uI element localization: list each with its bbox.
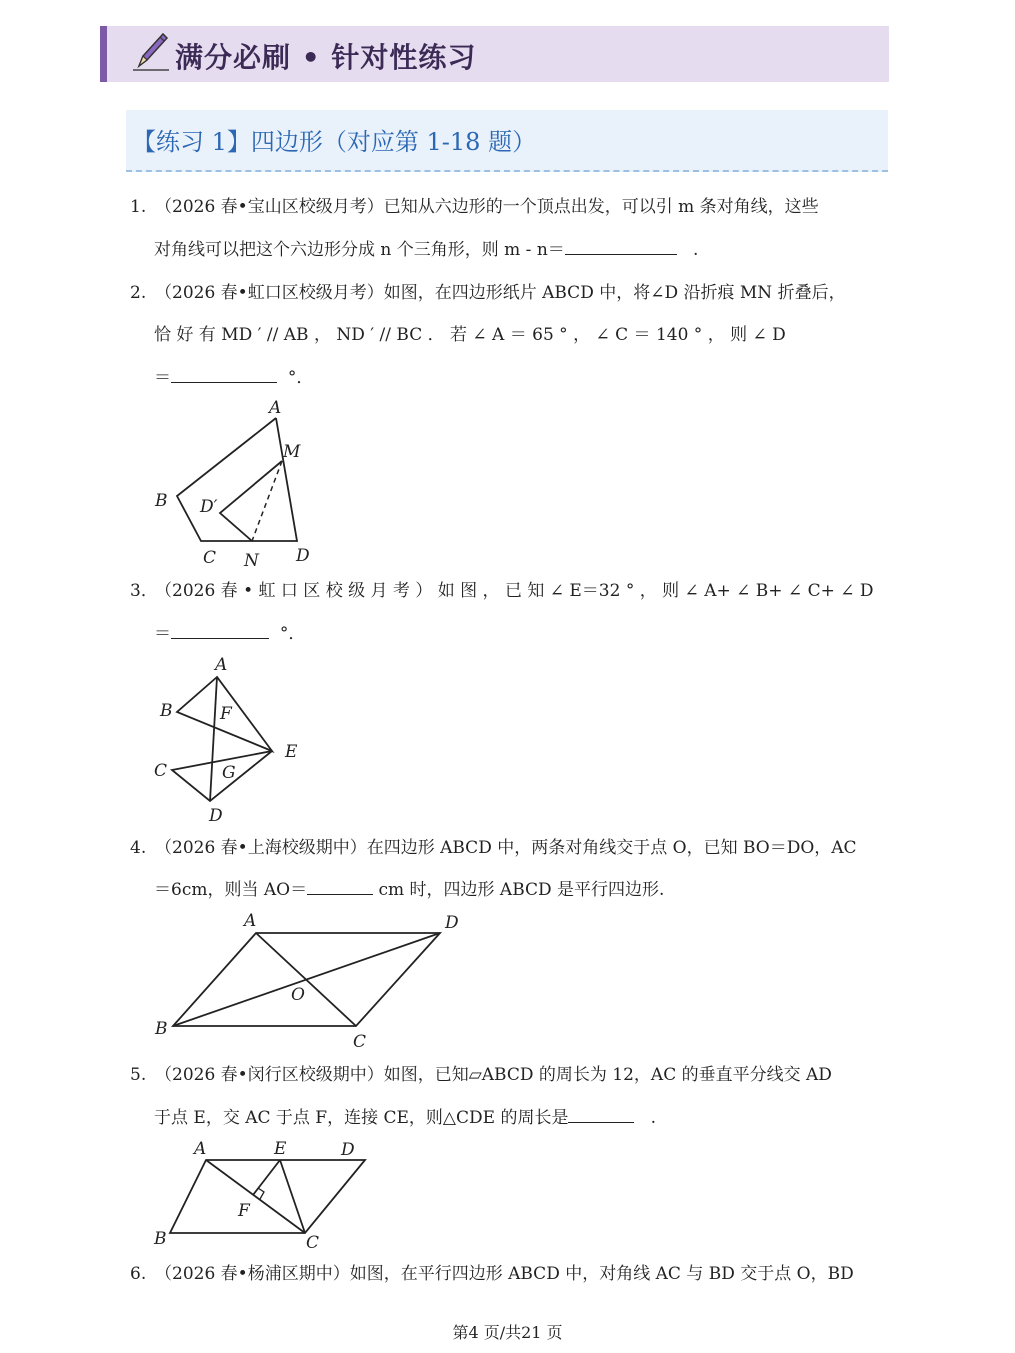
question-number: 5.: [130, 1065, 147, 1085]
label-N: N: [244, 551, 259, 571]
label-A: A: [244, 911, 257, 931]
label-E: E: [285, 742, 298, 762]
question-number: 1.: [130, 197, 147, 217]
figure-quadrilateral-fold: [150, 395, 340, 570]
question-number: 2.: [130, 283, 147, 303]
header-banner: [100, 26, 889, 82]
answer-blank[interactable]: [307, 876, 373, 895]
question-2-line-3: [154, 357, 313, 399]
pencil-icon: [131, 30, 171, 76]
question-text: 恰 好 有 MD ′ // AB ， ND ′ // BC ． 若 ∠ A ＝ 65 ° ， ∠ C ＝ 140 ° ， 则 ∠ D: [154, 325, 786, 345]
label-D-prime: D′: [200, 497, 218, 517]
figure-crossed-triangles: [150, 650, 310, 830]
question-number: 6.: [130, 1264, 147, 1284]
question-text: （2026 春•闵行区校级期中）如图，已知▱ABCD 的周长为 12，AC 的垂直平分线交 AD: [155, 1065, 832, 1085]
label-D: D: [209, 806, 223, 826]
label-B: B: [154, 1229, 167, 1249]
answer-blank[interactable]: [568, 1104, 634, 1123]
question-4-line-2: [154, 869, 664, 911]
label-A: A: [215, 655, 228, 675]
question-text: （2026 春•宝山区校级月考）已知从六边形的一个顶点出发，可以引 m 条对角线，这些: [155, 197, 819, 217]
question-text: 于点 E，交 AC 于点 F，连接 CE，则△CDE 的周长是: [154, 1108, 569, 1128]
question-number: 3．: [130, 581, 158, 601]
label-D: D: [341, 1140, 355, 1160]
answer-blank[interactable]: [171, 620, 269, 639]
label-O: O: [291, 985, 305, 1005]
question-5-line-2: [154, 1097, 656, 1139]
answer-blank[interactable]: [171, 364, 277, 383]
question-text: cm 时，四边形 ABCD 是平行四边形.: [378, 880, 665, 900]
question-6-line-1: [130, 1253, 854, 1295]
label-D: D: [445, 913, 459, 933]
label-M: M: [283, 442, 301, 462]
question-text: 对角线可以把这个六边形分成 n 个三角形，则 m - n＝: [154, 240, 565, 260]
label-B: B: [160, 701, 173, 721]
label-G: G: [222, 763, 236, 783]
label-E: E: [274, 1139, 287, 1159]
label-C: C: [306, 1233, 320, 1253]
question-text: ＝6cm，则当 AO＝: [154, 880, 308, 900]
question-number: 4.: [130, 838, 147, 858]
question-4-line-1: [130, 827, 857, 869]
answer-blank[interactable]: [565, 236, 677, 255]
question-text: ＝: [154, 624, 171, 644]
punctuation: .: [650, 1108, 657, 1128]
label-F: F: [238, 1201, 250, 1221]
question-1-line-2: [154, 229, 698, 271]
figure-parallelogram-bisector: [150, 1138, 370, 1253]
label-A: A: [194, 1139, 207, 1159]
label-B: B: [155, 491, 168, 511]
question-text: （2026 春•虹口区校级月考）如图，在四边形纸片 ABCD 中，将∠D 沿折痕 MN 折叠后，: [155, 283, 846, 303]
label-C: C: [203, 548, 217, 568]
label-B: B: [155, 1019, 168, 1039]
question-text: （2026 春•上海校级期中）在四边形 ABCD 中，两条对角线交于点 O，已知 BO＝DO，AC: [155, 838, 857, 858]
label-C: C: [154, 761, 168, 781]
figure-parallelogram-diagonals: [150, 908, 470, 1052]
question-text: （2026 春 • 虹 口 区 校 级 月 考 ） 如 图 ， 已 知 ∠ E＝32 ° ， 则 ∠ A+ ∠ B+ ∠ C+ ∠ D: [155, 581, 874, 601]
question-2-line-2: [154, 314, 786, 356]
question-text: （2026 春•杨浦区期中）如图，在平行四边形 ABCD 中，对角线 AC 与 BD 交于点 O，BD: [155, 1264, 854, 1284]
page-footer: 第4 页/共21 页: [452, 1323, 563, 1342]
question-2-line-1: [130, 272, 846, 314]
punctuation: °．: [287, 368, 314, 388]
punctuation: °．: [279, 624, 306, 644]
question-1-line-1: [130, 186, 819, 228]
question-text: ＝: [154, 368, 171, 388]
punctuation: .: [693, 240, 699, 260]
label-F: F: [220, 704, 232, 724]
question-5-line-1: [130, 1054, 832, 1096]
label-D: D: [296, 546, 310, 566]
section-header: [126, 110, 888, 172]
label-A: A: [269, 398, 282, 418]
section-title: 【练习 1】四边形（对应第 1-18 题）: [132, 128, 537, 156]
banner-title: 满分必刷 • 针对性练习: [175, 41, 477, 74]
label-C: C: [353, 1032, 367, 1052]
question-3-line-2: [154, 613, 305, 655]
question-3-line-1: [130, 570, 874, 612]
